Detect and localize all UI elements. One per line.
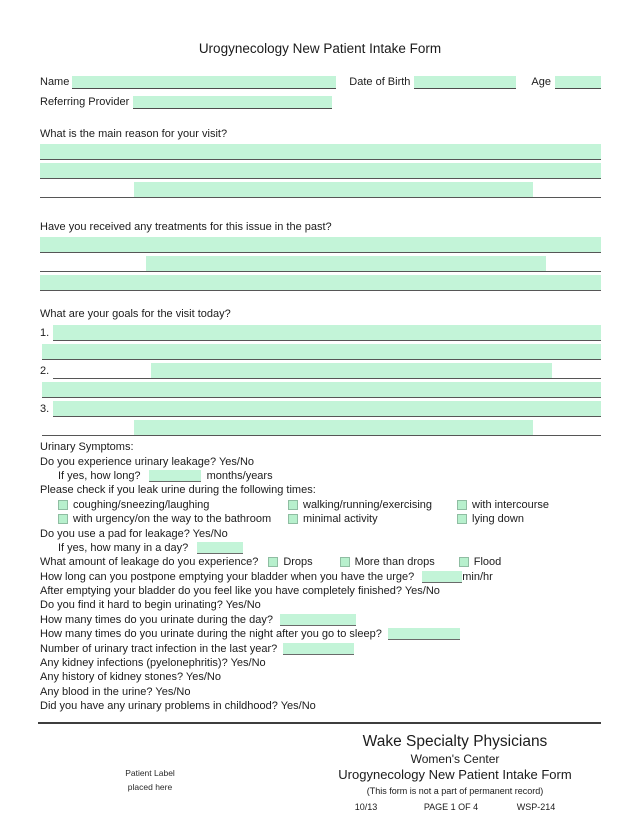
goal-number: 2. bbox=[40, 365, 50, 377]
q-amount bbox=[40, 555, 601, 569]
q-leakage: Do you experience urinary leakage? Yes/No bbox=[40, 455, 255, 468]
name-row bbox=[40, 74, 601, 89]
name-input[interactable] bbox=[72, 76, 336, 89]
option-label: Drops bbox=[283, 556, 313, 569]
checkbox-icon[interactable] bbox=[268, 557, 278, 567]
checkbox-icon[interactable] bbox=[58, 514, 68, 524]
checkbox-icon[interactable] bbox=[457, 500, 467, 510]
highlight-band bbox=[134, 182, 533, 197]
q-blood: Any blood in the urine? Yes/No bbox=[40, 685, 191, 698]
q-postpone bbox=[40, 570, 601, 584]
postpone-units: min/hr bbox=[462, 570, 493, 583]
highlight-band bbox=[151, 363, 552, 378]
option-label: walking/running/exercising bbox=[303, 498, 433, 511]
footer-meta-row bbox=[295, 799, 615, 816]
answer-line[interactable] bbox=[42, 419, 601, 436]
option-lying-down bbox=[457, 513, 601, 525]
treatments-question: Have you received any treatments for this issue in the past? bbox=[40, 221, 332, 233]
goal-1-row bbox=[40, 322, 601, 341]
goal-number: 1. bbox=[40, 327, 50, 339]
option-label: minimal activity bbox=[303, 513, 378, 526]
patient-label-line1: Patient Label bbox=[125, 768, 175, 778]
treatments-section bbox=[40, 221, 601, 291]
option-label: coughing/sneezing/laughing bbox=[73, 498, 210, 511]
dob-label: Date of Birth bbox=[349, 76, 411, 88]
q-kidney-infections: Any kidney infections (pyelonephritis)? Yes/No bbox=[40, 657, 266, 670]
option-drops bbox=[268, 556, 312, 568]
patient-label-line2: placed here bbox=[127, 781, 173, 792]
highlight-band bbox=[40, 144, 601, 159]
leak-times-row-2 bbox=[40, 512, 601, 526]
patient-label-area bbox=[90, 767, 210, 794]
option-walking bbox=[288, 499, 457, 511]
postpone-label: How long can you postpone emptying your bladder when you have the urge? bbox=[40, 570, 415, 583]
organization-name: Wake Specialty Physicians bbox=[362, 733, 548, 750]
how-long-units: months/years bbox=[206, 469, 273, 482]
how-long-label: If yes, how long? bbox=[58, 469, 141, 482]
checkbox-icon[interactable] bbox=[288, 500, 298, 510]
footer-divider bbox=[38, 722, 601, 724]
age-label: Age bbox=[531, 76, 551, 88]
q-hard-begin: Do you find it hard to begin urinating? Yes/No bbox=[40, 599, 261, 612]
footer-note: (This form is not a part of permanent record) bbox=[366, 786, 544, 796]
times-night-label: How many times do you urinate during the night after you go to sleep? bbox=[40, 628, 382, 641]
option-label: More than drops bbox=[354, 556, 435, 569]
option-more-than-drops bbox=[340, 556, 435, 568]
reason-section bbox=[40, 128, 601, 198]
uti-count-label: Number of urinary tract infection in the last year? bbox=[40, 642, 278, 655]
answer-line[interactable] bbox=[53, 362, 601, 379]
q-childhood: Did you have any urinary problems in childhood? Yes/No bbox=[40, 700, 316, 713]
amount-label: What amount of leakage do you experience? bbox=[40, 556, 259, 569]
referring-provider-input[interactable] bbox=[133, 96, 332, 109]
q-pad: Do you use a pad for leakage? Yes/No bbox=[40, 527, 228, 540]
option-label: lying down bbox=[472, 513, 524, 526]
uti-count-input[interactable] bbox=[283, 643, 354, 655]
option-flood bbox=[459, 556, 502, 568]
header-fields bbox=[40, 74, 601, 109]
footer-form-name: Urogynecology New Patient Intake Form bbox=[338, 767, 572, 782]
checkbox-icon[interactable] bbox=[340, 557, 350, 567]
footer-center bbox=[295, 732, 615, 816]
checkbox-icon[interactable] bbox=[459, 557, 469, 567]
option-urgency bbox=[58, 513, 288, 525]
goals-question: What are your goals for the visit today? bbox=[40, 308, 231, 320]
option-label: with urgency/on the way to the bathroom bbox=[73, 513, 272, 526]
answer-line[interactable] bbox=[53, 400, 601, 417]
answer-line[interactable] bbox=[40, 162, 601, 179]
referring-provider-label: Referring Provider bbox=[40, 96, 130, 108]
urinary-symptoms-section bbox=[40, 440, 601, 713]
name-label: Name bbox=[40, 76, 70, 88]
answer-line[interactable] bbox=[40, 236, 601, 253]
q-finished: After emptying your bladder do you feel like you have completely finished? Yes/No bbox=[40, 585, 440, 598]
highlight-band bbox=[42, 382, 601, 397]
answer-line[interactable] bbox=[53, 324, 601, 341]
dob-input[interactable] bbox=[414, 76, 516, 89]
highlight-band bbox=[40, 163, 601, 178]
q-times-night bbox=[40, 627, 601, 641]
page-title: Urogynecology New Patient Intake Form bbox=[198, 41, 442, 56]
highlight-band bbox=[146, 256, 546, 271]
highlight-band bbox=[40, 275, 601, 290]
answer-line[interactable] bbox=[40, 143, 601, 160]
q-how-long bbox=[40, 469, 601, 483]
referring-provider-row bbox=[40, 94, 601, 109]
option-label: Flood bbox=[473, 556, 502, 569]
answer-line[interactable] bbox=[42, 381, 601, 398]
option-minimal-activity bbox=[288, 513, 457, 525]
highlight-band bbox=[134, 420, 533, 435]
pad-how-many-label: If yes, how many in a day? bbox=[58, 541, 189, 554]
checkbox-icon[interactable] bbox=[288, 514, 298, 524]
how-long-input[interactable] bbox=[149, 470, 201, 482]
q-uti-count bbox=[40, 641, 601, 655]
answer-line[interactable] bbox=[40, 274, 601, 291]
postpone-input[interactable] bbox=[422, 571, 462, 583]
highlight-band bbox=[40, 237, 601, 252]
times-day-input[interactable] bbox=[280, 614, 356, 626]
checkbox-icon[interactable] bbox=[58, 500, 68, 510]
leak-times-row-1 bbox=[40, 498, 601, 512]
center-name: Women's Center bbox=[410, 752, 500, 766]
goals-section bbox=[40, 308, 601, 436]
urinary-heading: Urinary Symptoms: bbox=[40, 441, 134, 454]
option-intercourse bbox=[457, 499, 601, 511]
q-pad-how-many bbox=[40, 541, 601, 555]
form-date: 10/13 bbox=[354, 802, 378, 812]
times-day-label: How many times do you urinate during the day? bbox=[40, 613, 273, 626]
q-kidney-stones: Any history of kidney stones? Yes/No bbox=[40, 671, 221, 684]
highlight-band bbox=[42, 344, 601, 359]
checkbox-icon[interactable] bbox=[457, 514, 467, 524]
highlight-band bbox=[53, 325, 601, 340]
goal-number: 3. bbox=[40, 403, 50, 415]
age-input[interactable] bbox=[555, 76, 601, 89]
goal-3-row bbox=[40, 398, 601, 417]
answer-line[interactable] bbox=[40, 255, 601, 272]
answer-line[interactable] bbox=[42, 343, 601, 360]
pads-per-day-input[interactable] bbox=[197, 542, 243, 554]
reason-question: What is the main reason for your visit? bbox=[40, 128, 228, 140]
option-coughing bbox=[58, 499, 288, 511]
goal-2-row bbox=[40, 360, 601, 379]
times-night-input[interactable] bbox=[388, 628, 460, 640]
page-number: PAGE 1 OF 4 bbox=[423, 802, 479, 812]
answer-line[interactable] bbox=[40, 181, 601, 198]
highlight-band bbox=[53, 401, 601, 416]
option-label: with intercourse bbox=[472, 498, 550, 511]
form-code: WSP-214 bbox=[516, 802, 556, 812]
q-times-day bbox=[40, 613, 601, 627]
check-prompt: Please check if you leak urine during the following times: bbox=[40, 484, 316, 497]
